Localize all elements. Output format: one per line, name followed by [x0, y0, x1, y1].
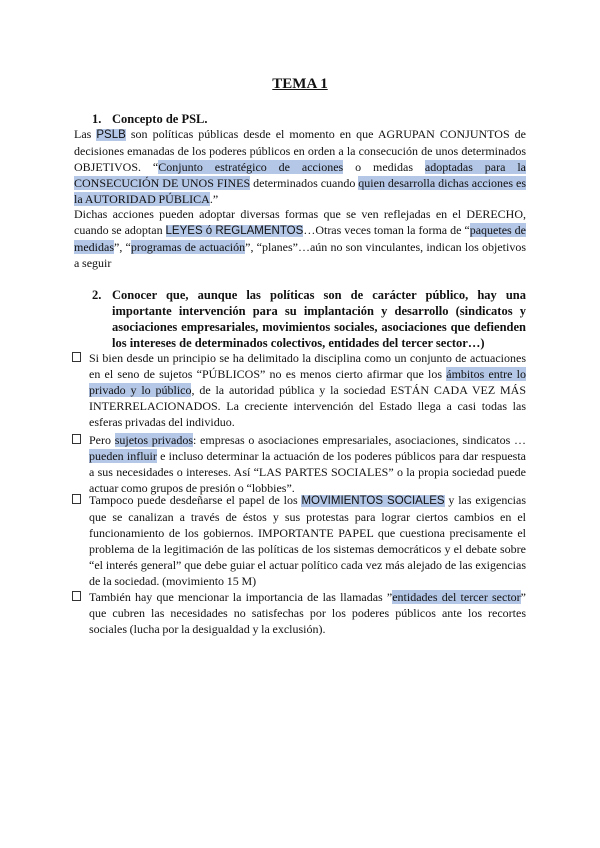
bullet-text: [89, 350, 526, 430]
highlighted-text: PSLB: [96, 129, 126, 141]
highlighted-text: Conjunto estratégico de acciones: [158, 160, 344, 174]
text-run: ”, “planes”…aún no son vinculantes, indican los objetivos a seguir: [74, 240, 526, 270]
bullet-text: [89, 432, 526, 496]
text-run: , de la autoridad pública y la sociedad ESTÁN CADA VEZ MÁS INTERRELACIONADOS. La creciente intervención del Estado llega a casi todas las esferas privadas del individuo.: [89, 383, 526, 429]
text-run: : empresas o asociaciones empresariales, asociaciones, sindicatos …: [193, 433, 526, 447]
text-run: Si bien desde un principio se ha delimitado la disciplina como un conjunto de actuaciones en el seno de sujetos “PÚBLICOS” no es menos cierto afirmar que los: [89, 351, 526, 381]
text-run: ”, “: [114, 240, 131, 254]
text-run: …Otras veces toman la forma de “: [303, 223, 470, 237]
highlighted-text: LEYES ó REGLAMENTOS: [165, 225, 304, 237]
highlighted-text: adoptadas para la CONSECUCIÓN DE UNOS FINES: [74, 160, 526, 190]
text-run: y las exigencias que se canalizan a través de éstos y sus protestas para lograr ciertos cambios en el funcionamiento de los gobiernos. IMPORTANTE PAPEL que cuestiona precisamente el problema de la legitimación de las políticas de los sistemas democráticos y el debate sobre “el interés general” que debe guiar el actuar político cada vez más alejado de las exigencias de la sociedad. (movimiento 15 M): [89, 493, 526, 588]
text-run: También hay que mencionar la importancia de las llamadas ”: [89, 590, 393, 604]
section-1-paragraph-1: [74, 126, 526, 207]
text-run: Tampoco puede desdeñarse el papel de los: [89, 493, 302, 507]
text-run: .”: [209, 192, 219, 206]
bullet-item: [89, 492, 526, 589]
text-run: determinados cuando: [250, 176, 359, 190]
highlighted-text: quien desarrolla dichas acciones es la AUTORIDAD PÚBLICA: [74, 176, 526, 206]
text-run: e incluso determinar la actuación de los poderes públicos para dar respuesta a sus necesidades o intereses. Así “LAS PARTES SOCIALES” o la propia sociedad puede actuar como grupos de presión o “lobbies”.: [89, 449, 526, 495]
highlighted-text: pueden influir: [89, 449, 157, 463]
highlighted-text: sujetos privados: [114, 433, 194, 447]
section-2-title: Conocer que, aunque las políticas son de carácter público, hay una importante intervención para su implantación y desarrollo (sindicatos y asociaciones empresariales, movimientos sociales, asociaciones que defienden los intereses de determinados colectivos, entidades del tercer sector…): [112, 288, 526, 350]
highlighted-text: paquetes de medidas: [74, 223, 526, 254]
section-1-number: 1.: [92, 112, 102, 126]
bullet-text: [89, 492, 526, 589]
bullet-text: [89, 589, 526, 637]
bullet-item: [89, 589, 526, 637]
section-1-heading: [92, 111, 522, 127]
section-1-paragraph-2: [74, 206, 526, 271]
text-run: Dichas acciones pueden adoptar diversas formas que se ven reflejadas en el DERECHO, cuando se adoptan: [74, 207, 526, 237]
bullet-item: [89, 432, 526, 496]
checkbox-bullet-icon: [72, 591, 81, 601]
highlighted-text: MOVIMIENTOS SOCIALES: [301, 495, 445, 507]
highlighted-text: ámbitos entre lo privado y lo público: [89, 367, 526, 397]
highlighted-text: programas de actuación: [130, 240, 246, 254]
text-run: ” que cubren las necesidades no satisfechas por los poderes públicos ante los recortes sociales (lucha por la desigualdad y la exclusión).: [89, 590, 526, 636]
text-run: o medidas: [343, 160, 425, 174]
checkbox-bullet-icon: [72, 434, 81, 444]
text-run: Pero: [89, 433, 115, 447]
text-run: son políticas públicas desde el momento en que AGRUPAN CONJUNTOS de decisiones emanadas de los poderes públicos en orden a la consecución de unos determinados OBJETIVOS. “: [74, 127, 527, 174]
text-run: Las: [74, 127, 97, 141]
checkbox-bullet-icon: [72, 494, 81, 504]
checkbox-bullet-icon: [72, 352, 81, 362]
section-2-number: 2.: [92, 288, 102, 302]
highlighted-text: entidades del tercer sector: [392, 590, 521, 604]
section-1-title: Concepto de PSL.: [112, 112, 208, 126]
page-title: TEMA 1: [272, 76, 328, 92]
bullet-item: [89, 350, 526, 430]
section-2-heading: [92, 287, 526, 351]
